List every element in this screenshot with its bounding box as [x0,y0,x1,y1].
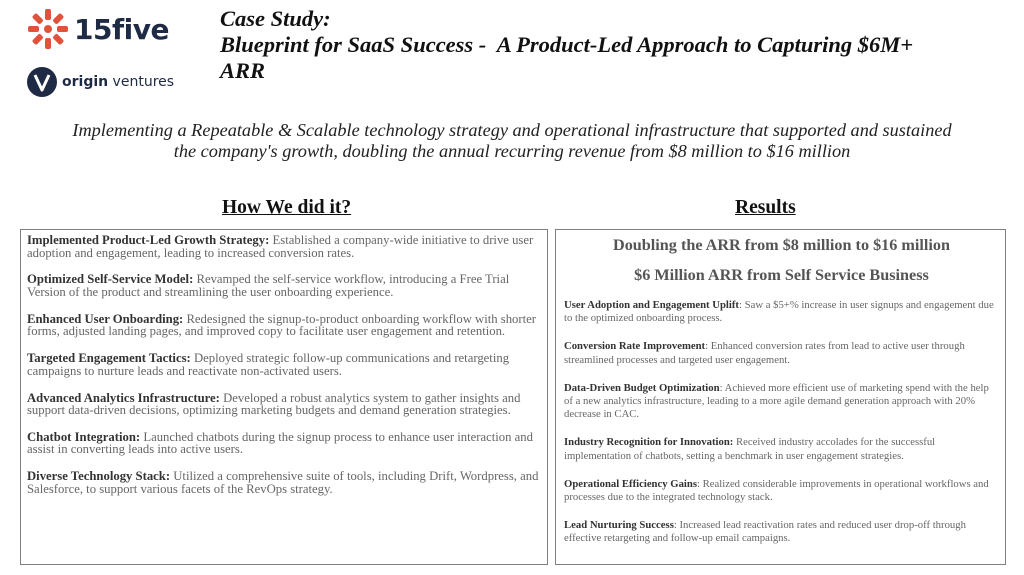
result-text: : Achieved more efficient use of marketing spend with the help of a new analytics infrastructure, leading to a more agile demand generation approach with 20% decrease in CAC. [564,381,989,421]
15five-logo [26,6,186,52]
ventures-wordmark: ventures [108,74,175,90]
item-title: Diverse Technology Stack: [27,469,171,484]
item-title: Implemented Product-Led Growth Strategy: [27,233,270,247]
title-line-1: Case Study: [220,6,331,31]
list-item [27,352,547,377]
item-title: Optimized Self-Service Model: [27,272,194,287]
list-item [27,273,547,298]
item-title: Targeted Engagement Tactics: [27,351,191,366]
item-text: Established a company-wide initiative to drive user adoption and engagement, leading to increased conversion rates. [27,233,534,260]
how-we-did-it-heading: How We did it? [222,197,352,218]
result-text: : Saw a $5+% increase in user signups and engagement due to the optimized onboarding process. [564,299,994,325]
result-item [564,478,999,504]
result-text: Received industry accolades for the successful implementation of chatbots, setting a benchmark in user engagement strategies. [564,436,936,462]
list-item [27,470,547,495]
origin-ventures-wordmark [62,74,174,90]
result-item [564,436,999,462]
result-title: Conversion Rate Improvement [564,340,706,353]
result-title: User Adoption and Engagement Uplift [564,299,739,311]
case-study-title [220,6,1020,84]
origin-wordmark-bold: origin [62,74,109,90]
result-title: Data-Driven Budget Optimization [564,381,720,394]
result-item [564,340,999,366]
item-text: Launched chatbots during the signup process to enhance user interaction and assist in converting leads into active users. [27,429,533,457]
title-line-3: ARR [220,58,266,83]
result-text: : Enhanced conversion rates from lead to active user through streamlined processes and targeted user engagement. [564,340,965,366]
item-title: Advanced Analytics Infrastructure: [27,390,220,405]
15five-wordmark: 15five [74,12,169,46]
15five-sunburst-icon [26,7,70,51]
list-item [27,431,547,456]
list-item [27,392,547,417]
subtitle-line-1: Implementing a Repeatable & Scalable technology strategy and operational infrastructure that supported and sustained [72,120,952,140]
self-service-arr-stat: $6 Million ARR from Self Service Business [634,266,929,284]
list-item [27,234,547,259]
arr-doubling-stat: Doubling the ARR from $8 million to $16 million [613,236,950,254]
item-text: Revamped the self-service workflow, introducing a Free Trial Version of the product and streamlining the user onboarding experience. [27,272,510,299]
result-title: Lead Nurturing Success [564,519,674,532]
result-item [564,299,999,325]
logo-area [26,6,186,98]
result-text: : Increased lead reactivation rates and reduced user drop-off through effective retargeting and follow-up email campaigns. [564,519,966,545]
item-text: Redesigned the signup-to-product onboarding workflow with shorter forms, adjusted landing pages, and improved copy to facilitate user engagement and retention. [27,311,536,339]
result-item [564,382,999,422]
subtitle [20,120,1004,162]
results-box [555,229,1006,565]
origin-v-icon [26,66,58,98]
result-item [564,519,999,545]
origin-ventures-logo [26,66,186,98]
how-we-did-it-box [20,229,548,565]
result-title: Industry Recognition for Innovation: [564,436,734,449]
title-line-2: Blueprint for SaaS Success - A Product-Led Approach to Capturing $6M+ [220,32,914,57]
result-text: : Realized considerable improvements in operational workflows and processes due to the integrated technology stack. [564,477,989,504]
results-heading: Results [735,197,796,218]
item-text: Developed a robust analytics system to gather insights and support data-driven decisions, optimizing marketing budgets and demand generation strategies. [27,390,521,418]
item-title: Chatbot Integration: [27,429,141,444]
item-title: Enhanced User Onboarding: [27,311,184,326]
subtitle-line-2: the company's growth, doubling the annual recurring revenue from $8 million to $16 million [173,141,851,161]
list-item [27,313,547,338]
result-title: Operational Efficiency Gains [564,477,697,490]
item-text: Utilized a comprehensive suite of tools, including Drift, Wordpress, and Salesforce, to support various facets of the RevOps strategy. [27,469,539,496]
item-text: Deployed strategic follow-up communications and retargeting campaigns to nurture leads and reactivate non-activated users. [27,351,510,378]
